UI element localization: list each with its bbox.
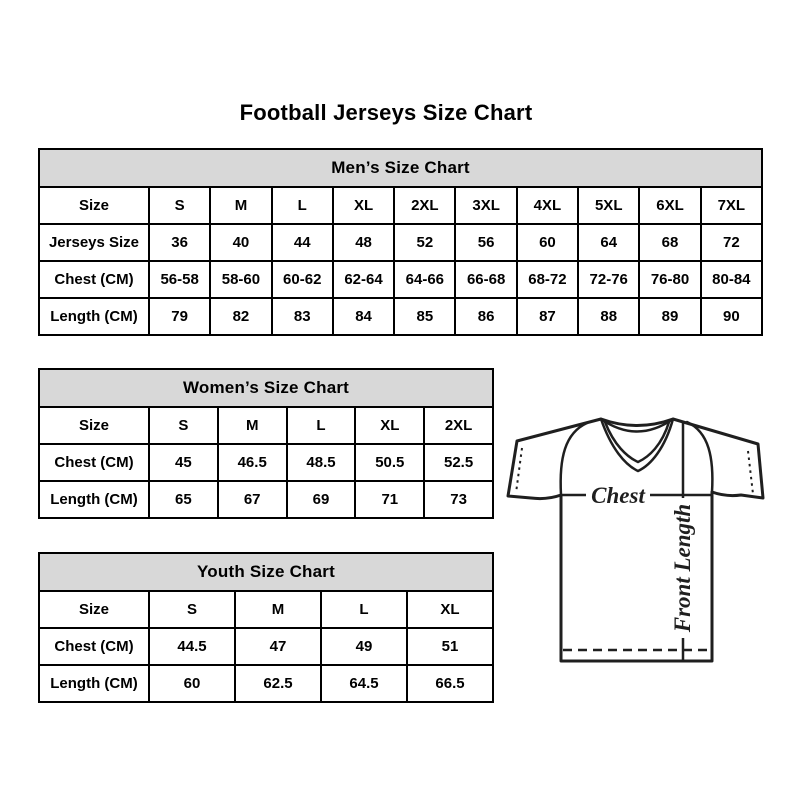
size-value-cell: 90	[701, 298, 762, 335]
table-row	[39, 298, 762, 335]
size-value-cell: 83	[272, 298, 333, 335]
size-value-cell: 56	[455, 224, 516, 261]
mens-size-table	[38, 148, 763, 336]
size-value-cell: 52	[394, 224, 455, 261]
size-value-cell: L	[272, 187, 333, 224]
size-value-cell: 46.5	[218, 444, 287, 481]
row-label-cell: Size	[39, 187, 149, 224]
size-value-cell: 48.5	[287, 444, 356, 481]
table-row	[39, 187, 762, 224]
jersey-measurement-diagram	[495, 403, 785, 681]
size-value-cell: XL	[407, 591, 493, 628]
size-value-cell: 66.5	[407, 665, 493, 702]
womens-size-table	[38, 368, 494, 519]
size-value-cell: 52.5	[424, 444, 493, 481]
size-value-cell: 4XL	[517, 187, 578, 224]
table-row	[39, 628, 493, 665]
chest-label: Chest	[591, 483, 645, 508]
table-title: Women’s Size Chart	[39, 369, 493, 407]
table-title: Youth Size Chart	[39, 553, 493, 591]
table-title-row	[39, 553, 493, 591]
table-row	[39, 444, 493, 481]
size-value-cell: 47	[235, 628, 321, 665]
row-label-cell: Chest (CM)	[39, 261, 149, 298]
table-title: Men’s Size Chart	[39, 149, 762, 187]
size-value-cell: 68	[639, 224, 700, 261]
row-label-cell: Jerseys Size	[39, 224, 149, 261]
size-value-cell: 6XL	[639, 187, 700, 224]
size-value-cell: 64-66	[394, 261, 455, 298]
size-value-cell: 89	[639, 298, 700, 335]
right-cuff-stitch-line	[748, 451, 753, 494]
table-row	[39, 261, 762, 298]
size-value-cell: 48	[333, 224, 394, 261]
size-value-cell: 64	[578, 224, 639, 261]
size-value-cell: 44	[272, 224, 333, 261]
size-value-cell: 36	[149, 224, 210, 261]
jersey-outline-shape	[508, 419, 763, 661]
size-value-cell: 64.5	[321, 665, 407, 702]
size-value-cell: 68-72	[517, 261, 578, 298]
size-value-cell: 40	[210, 224, 271, 261]
table-row	[39, 591, 493, 628]
size-value-cell: 71	[355, 481, 424, 518]
size-value-cell: 87	[517, 298, 578, 335]
left-cuff-stitch-line	[516, 448, 522, 493]
size-value-cell: 66-68	[455, 261, 516, 298]
left-armhole-seam	[561, 423, 587, 495]
size-value-cell: M	[210, 187, 271, 224]
size-value-cell: 2XL	[424, 407, 493, 444]
size-value-cell: 69	[287, 481, 356, 518]
size-value-cell: XL	[333, 187, 394, 224]
size-value-cell: 80-84	[701, 261, 762, 298]
size-value-cell: 82	[210, 298, 271, 335]
row-label-cell: Length (CM)	[39, 298, 149, 335]
size-value-cell: 62.5	[235, 665, 321, 702]
size-value-cell: 72-76	[578, 261, 639, 298]
size-value-cell: 84	[333, 298, 394, 335]
front-length-label: Front Length	[670, 503, 695, 633]
size-value-cell: 3XL	[455, 187, 516, 224]
row-label-cell: Size	[39, 591, 149, 628]
size-value-cell: 7XL	[701, 187, 762, 224]
youth-size-table	[38, 552, 494, 703]
size-value-cell: S	[149, 187, 210, 224]
size-value-cell: L	[321, 591, 407, 628]
size-value-cell: 88	[578, 298, 639, 335]
size-value-cell: M	[235, 591, 321, 628]
size-value-cell: 49	[321, 628, 407, 665]
size-value-cell: 79	[149, 298, 210, 335]
table-title-row	[39, 369, 493, 407]
size-value-cell: S	[149, 591, 235, 628]
size-value-cell: 45	[149, 444, 218, 481]
size-value-cell: 86	[455, 298, 516, 335]
row-label-cell: Length (CM)	[39, 665, 149, 702]
row-label-cell: Length (CM)	[39, 481, 149, 518]
size-value-cell: 60	[149, 665, 235, 702]
table-row	[39, 665, 493, 702]
size-value-cell: 50.5	[355, 444, 424, 481]
size-value-cell: 44.5	[149, 628, 235, 665]
row-label-cell: Chest (CM)	[39, 628, 149, 665]
size-value-cell: 85	[394, 298, 455, 335]
size-value-cell: 60	[517, 224, 578, 261]
table-title-row	[39, 149, 762, 187]
size-value-cell: L	[287, 407, 356, 444]
size-value-cell: 5XL	[578, 187, 639, 224]
size-value-cell: 72	[701, 224, 762, 261]
size-value-cell: XL	[355, 407, 424, 444]
size-value-cell: 51	[407, 628, 493, 665]
size-value-cell: 58-60	[210, 261, 271, 298]
size-value-cell: 73	[424, 481, 493, 518]
size-value-cell: M	[218, 407, 287, 444]
size-value-cell: 60-62	[272, 261, 333, 298]
table-row	[39, 481, 493, 518]
size-value-cell: 2XL	[394, 187, 455, 224]
right-armhole-seam	[687, 422, 712, 492]
size-value-cell: 62-64	[333, 261, 394, 298]
size-value-cell: 65	[149, 481, 218, 518]
page-title: Football Jerseys Size Chart	[239, 100, 533, 125]
size-value-cell: 56-58	[149, 261, 210, 298]
table-row	[39, 224, 762, 261]
row-label-cell: Chest (CM)	[39, 444, 149, 481]
table-row	[39, 407, 493, 444]
size-value-cell: 67	[218, 481, 287, 518]
size-value-cell: S	[149, 407, 218, 444]
row-label-cell: Size	[39, 407, 149, 444]
size-value-cell: 76-80	[639, 261, 700, 298]
